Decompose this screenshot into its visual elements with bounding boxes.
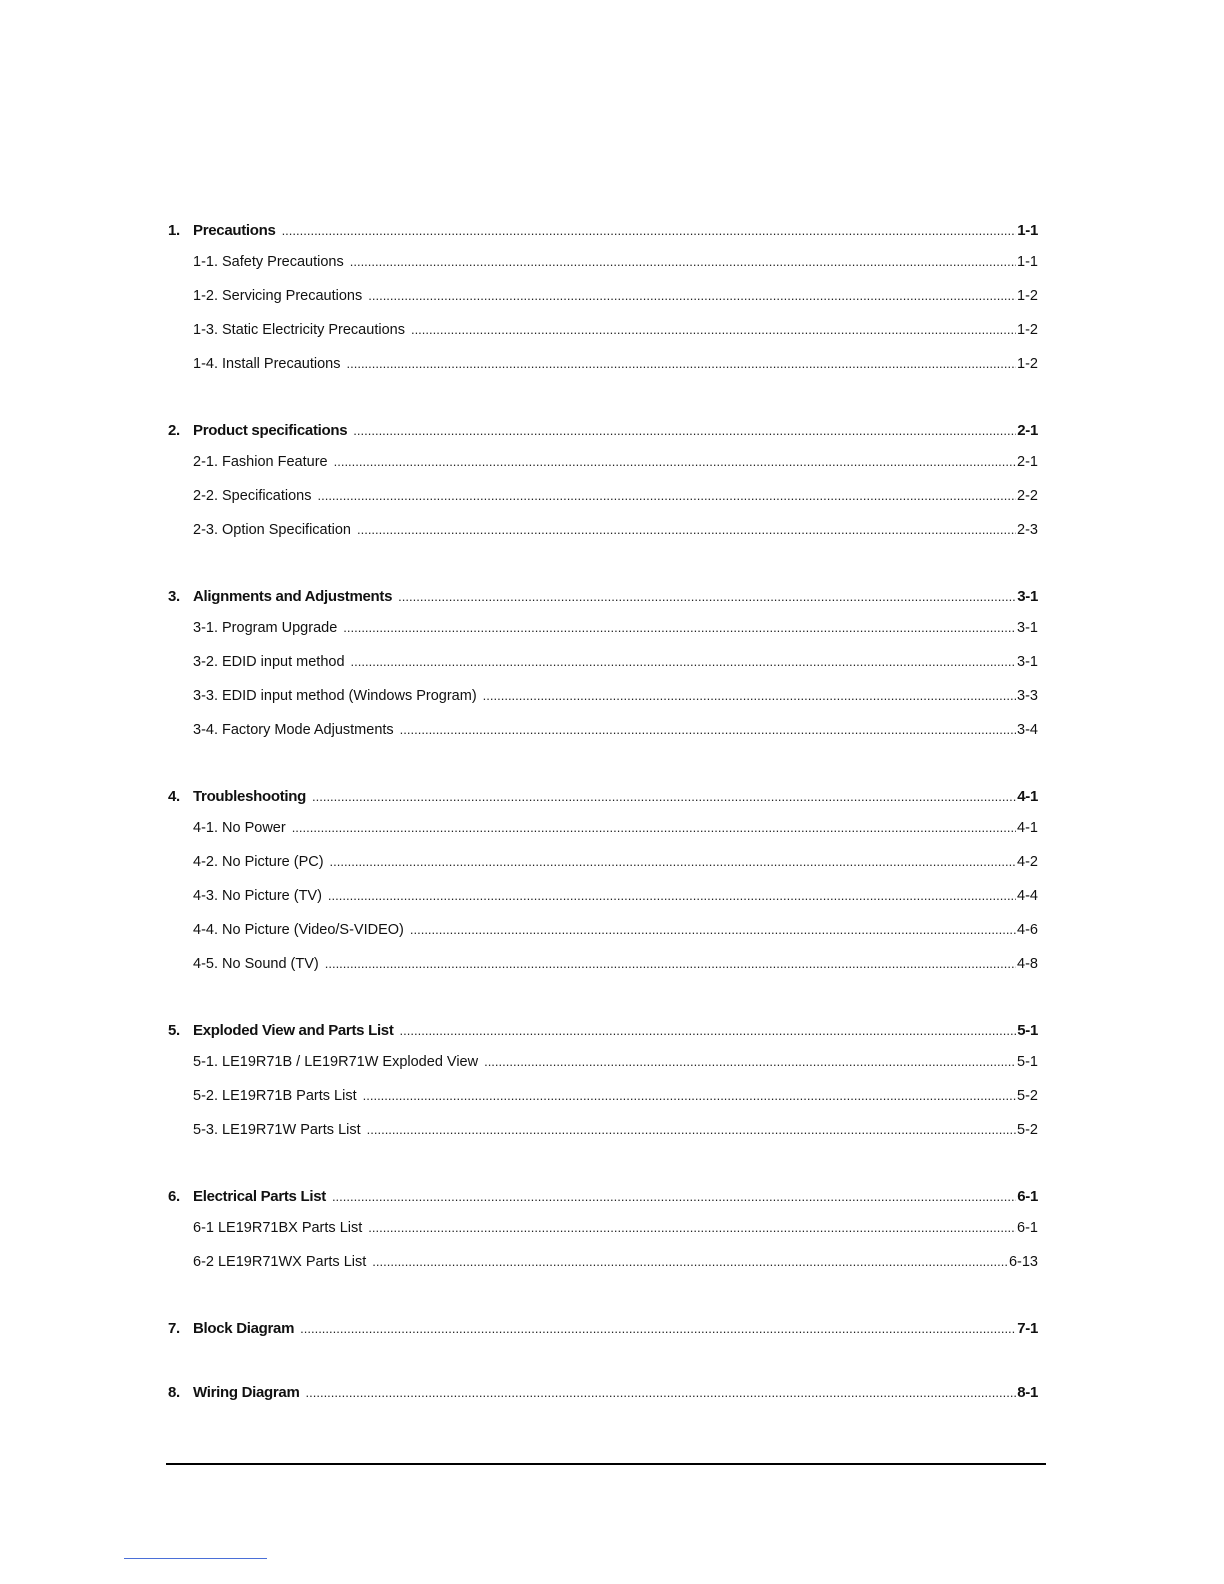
footer-rule: [166, 1463, 1046, 1465]
dot-leader: [350, 254, 1016, 270]
dot-leader: [398, 588, 1016, 605]
chapter-page-number: 1-1: [1017, 222, 1038, 239]
dot-leader: [400, 722, 1016, 738]
subsection-page-number: 3-4: [1017, 722, 1038, 738]
dot-leader: [325, 956, 1016, 972]
toc-section: [168, 1188, 1038, 1288]
toc-section: [168, 222, 1038, 390]
toc-subsection-entry[interactable]: [168, 1088, 1038, 1122]
subsection-page-number: 3-1: [1017, 654, 1038, 670]
subsection-page-number: 1-1: [1017, 254, 1038, 270]
chapter-page-number: 8-1: [1017, 1384, 1038, 1401]
toc-subsection-entry[interactable]: [168, 688, 1038, 722]
dot-leader: [312, 788, 1016, 805]
chapter-title: Wiring Diagram: [193, 1384, 300, 1401]
dot-leader: [368, 288, 1016, 304]
subsection-page-number: 2-3: [1017, 522, 1038, 538]
chapter-title: Electrical Parts List: [193, 1188, 326, 1205]
table-of-contents: [168, 222, 1038, 1448]
dot-leader: [347, 356, 1017, 372]
toc-subsection-entry[interactable]: [168, 454, 1038, 488]
dot-leader: [328, 888, 1016, 904]
subsection-page-number: 5-1: [1017, 1054, 1038, 1070]
subsection-title: 1-2. Servicing Precautions: [193, 288, 363, 304]
chapter-title: Block Diagram: [193, 1320, 295, 1337]
dot-leader: [363, 1088, 1016, 1104]
subsection-page-number: 4-8: [1017, 956, 1038, 972]
subsection-title: 3-1. Program Upgrade: [193, 620, 338, 636]
chapter-title: Precautions: [193, 222, 276, 239]
toc-chapter-entry[interactable]: [168, 1188, 1038, 1220]
toc-subsection-entry[interactable]: [168, 522, 1038, 556]
dot-leader: [292, 820, 1016, 836]
subsection-page-number: 3-1: [1017, 620, 1038, 636]
toc-chapter-entry[interactable]: [168, 1320, 1038, 1352]
subsection-title: 1-1. Safety Precautions: [193, 254, 344, 270]
toc-section: [168, 422, 1038, 556]
chapter-title: Alignments and Adjustments: [193, 588, 393, 605]
subsection-title: 3-4. Factory Mode Adjustments: [193, 722, 394, 738]
chapter-page-number: 2-1: [1017, 422, 1038, 439]
dot-leader: [300, 1320, 1016, 1337]
toc-chapter-entry[interactable]: [168, 222, 1038, 254]
subsection-page-number: 3-3: [1017, 688, 1038, 704]
dot-leader: [332, 1188, 1016, 1205]
dot-leader: [411, 322, 1016, 338]
chapter-number: 8.: [168, 1384, 180, 1401]
subsection-title: 5-3. LE19R71W Parts List: [193, 1122, 361, 1138]
toc-subsection-entry[interactable]: [168, 956, 1038, 990]
dot-leader: [368, 1220, 1016, 1236]
dot-leader: [351, 654, 1017, 670]
subsection-page-number: 6-13: [1008, 1254, 1038, 1270]
subsection-title: 4-4. No Picture (Video/S-VIDEO): [193, 922, 404, 938]
subsection-page-number: 2-1: [1017, 454, 1038, 470]
toc-chapter-entry[interactable]: [168, 588, 1038, 620]
subsection-page-number: 4-1: [1017, 820, 1038, 836]
toc-section: [168, 788, 1038, 990]
toc-subsection-entry[interactable]: [168, 854, 1038, 888]
subsection-title: 1-3. Static Electricity Precautions: [193, 322, 405, 338]
dot-leader: [343, 620, 1016, 636]
dot-leader: [282, 222, 1017, 239]
dot-leader: [334, 454, 1016, 470]
subsection-page-number: 4-4: [1017, 888, 1038, 904]
subsection-title: 3-2. EDID input method: [193, 654, 345, 670]
dot-leader: [400, 1022, 1017, 1039]
chapter-number: 3.: [168, 588, 180, 605]
dot-leader: [367, 1122, 1016, 1138]
chapter-number: 2.: [168, 422, 180, 439]
dot-leader: [372, 1254, 1008, 1270]
toc-subsection-entry[interactable]: [168, 620, 1038, 654]
toc-subsection-entry[interactable]: [168, 654, 1038, 688]
toc-subsection-entry[interactable]: [168, 254, 1038, 288]
dot-leader: [410, 922, 1016, 938]
toc-subsection-entry[interactable]: [168, 1054, 1038, 1088]
subsection-page-number: 4-2: [1017, 854, 1038, 870]
subsection-title: 4-1. No Power: [193, 820, 286, 836]
toc-subsection-entry[interactable]: [168, 820, 1038, 854]
subsection-page-number: 6-1: [1017, 1220, 1038, 1236]
toc-subsection-entry[interactable]: [168, 888, 1038, 922]
toc-chapter-entry[interactable]: [168, 1384, 1038, 1416]
toc-chapter-entry[interactable]: [168, 788, 1038, 820]
subsection-page-number: 4-6: [1017, 922, 1038, 938]
chapter-page-number: 6-1: [1017, 1188, 1038, 1205]
chapter-number: 4.: [168, 788, 180, 805]
subsection-title: 5-1. LE19R71B / LE19R71W Exploded View: [193, 1054, 479, 1070]
toc-section: [168, 1320, 1038, 1352]
subsection-page-number: 2-2: [1017, 488, 1038, 504]
dot-leader: [353, 422, 1016, 439]
toc-chapter-entry[interactable]: [168, 422, 1038, 454]
subsection-title: 4-3. No Picture (TV): [193, 888, 322, 904]
dot-leader: [317, 488, 1016, 504]
dot-leader: [484, 1054, 1016, 1070]
toc-section: [168, 1384, 1038, 1416]
chapter-page-number: 5-1: [1017, 1022, 1038, 1039]
subsection-title: 3-3. EDID input method (Windows Program): [193, 688, 477, 704]
subsection-title: 1-4. Install Precautions: [193, 356, 341, 372]
subsection-page-number: 1-2: [1017, 356, 1038, 372]
toc-subsection-entry[interactable]: [168, 1220, 1038, 1254]
toc-subsection-entry[interactable]: [168, 288, 1038, 322]
subsection-title: 2-3. Option Specification: [193, 522, 351, 538]
chapter-number: 6.: [168, 1188, 180, 1205]
subsection-title: 2-2. Specifications: [193, 488, 312, 504]
toc-subsection-entry[interactable]: [168, 488, 1038, 522]
subsection-title: 2-1. Fashion Feature: [193, 454, 328, 470]
toc-chapter-entry[interactable]: [168, 1022, 1038, 1054]
subsection-title: 6-1 LE19R71BX Parts List: [193, 1220, 363, 1236]
dot-leader: [330, 854, 1016, 870]
dot-leader: [357, 522, 1016, 538]
toc-subsection-entry[interactable]: [168, 322, 1038, 356]
corner-link-underline: [124, 1558, 267, 1559]
chapter-page-number: 3-1: [1017, 588, 1038, 605]
chapter-number: 1.: [168, 222, 180, 239]
toc-subsection-entry[interactable]: [168, 922, 1038, 956]
toc-section: [168, 588, 1038, 756]
chapter-number: 5.: [168, 1022, 180, 1039]
chapter-page-number: 4-1: [1017, 788, 1038, 805]
subsection-page-number: 5-2: [1017, 1122, 1038, 1138]
toc-subsection-entry[interactable]: [168, 1254, 1038, 1288]
toc-subsection-entry[interactable]: [168, 356, 1038, 390]
toc-section: [168, 1022, 1038, 1156]
toc-subsection-entry[interactable]: [168, 722, 1038, 756]
chapter-title: Exploded View and Parts List: [193, 1022, 394, 1039]
chapter-title: Troubleshooting: [193, 788, 306, 805]
subsection-title: 5-2. LE19R71B Parts List: [193, 1088, 357, 1104]
subsection-page-number: 1-2: [1017, 288, 1038, 304]
subsection-page-number: 5-2: [1017, 1088, 1038, 1104]
chapter-page-number: 7-1: [1017, 1320, 1038, 1337]
chapter-title: Product specifications: [193, 422, 348, 439]
subsection-page-number: 1-2: [1017, 322, 1038, 338]
subsection-title: 4-5. No Sound (TV): [193, 956, 319, 972]
subsection-title: 6-2 LE19R71WX Parts List: [193, 1254, 367, 1270]
dot-leader: [483, 688, 1016, 704]
chapter-number: 7.: [168, 1320, 180, 1337]
subsection-title: 4-2. No Picture (PC): [193, 854, 324, 870]
toc-subsection-entry[interactable]: [168, 1122, 1038, 1156]
dot-leader: [306, 1384, 1017, 1401]
